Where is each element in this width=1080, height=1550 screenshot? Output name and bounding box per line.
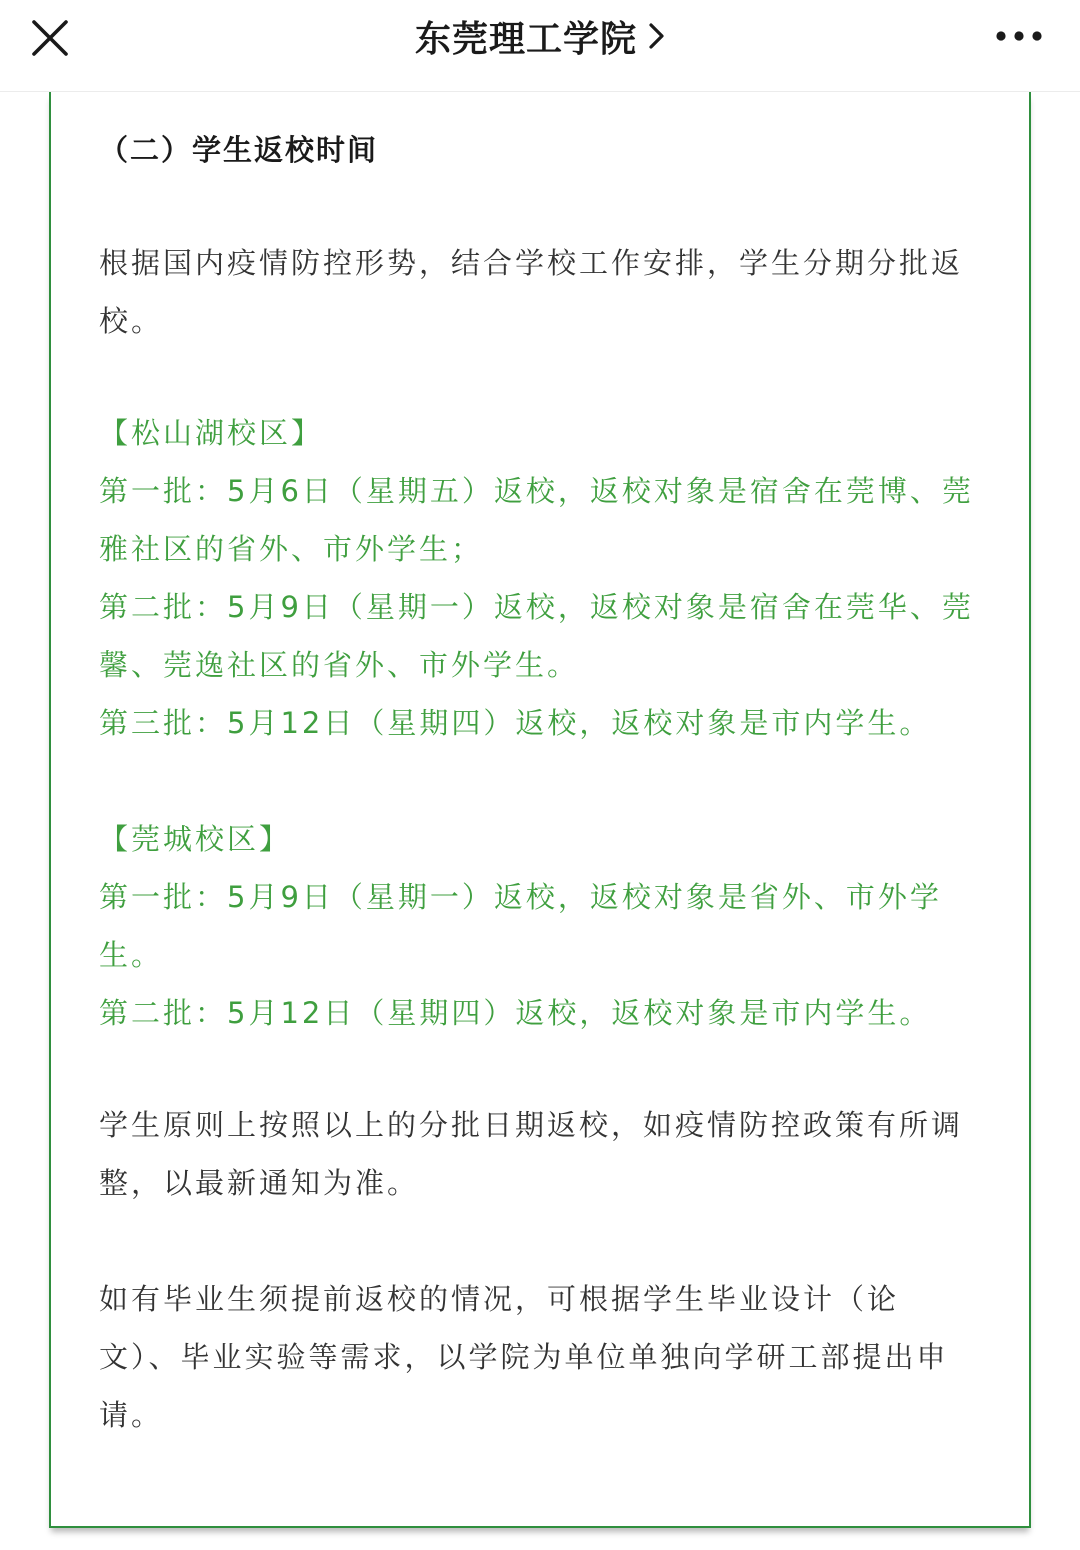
top-navigation-bar xyxy=(0,0,1080,92)
schedule-line: 生。 xyxy=(99,938,164,972)
guancheng-campus-block xyxy=(99,810,989,1042)
schedule-line: 第三批：5月12日（星期四）返校，返校对象是市内学生。 xyxy=(99,706,932,740)
graduates-paragraph xyxy=(99,1270,989,1444)
account-title-link[interactable] xyxy=(0,8,1080,64)
campus-title-songshan: 【松山湖校区】 xyxy=(99,416,324,450)
schedule-line: 雅社区的省外、市外学生； xyxy=(99,532,484,566)
more-dots-icon xyxy=(995,30,1043,42)
text-line: 根据国内疫情防控形势，结合学校工作安排，学生分期分批返 xyxy=(99,246,964,280)
text-line: 学生原则上按照以上的分批日期返校，如疫情防控政策有所调 xyxy=(99,1108,964,1142)
schedule-line: 第一批：5月6日（星期五）返校，返校对象是宿舍在莞博、莞 xyxy=(99,474,974,508)
principle-paragraph xyxy=(99,1096,989,1212)
text-line: 文）、毕业实验等需求，以学院为单位单独向学研工部提出申 xyxy=(99,1340,949,1374)
text-line: 校。 xyxy=(99,304,164,338)
schedule-line: 第一批：5月9日（星期一）返校，返校对象是省外、市外学 xyxy=(99,880,942,914)
schedule-line: 第二批：5月9日（星期一）返校，返校对象是宿舍在莞华、莞 xyxy=(99,590,974,624)
text-line: 整，以最新通知为准。 xyxy=(99,1166,420,1200)
schedule-line: 馨、莞逸社区的省外、市外学生。 xyxy=(99,648,580,682)
songshan-campus-block xyxy=(99,404,989,752)
more-options-button[interactable] xyxy=(984,8,1054,64)
section-heading: （二）学生返校时间 xyxy=(99,133,379,167)
intro-paragraph xyxy=(99,234,989,350)
schedule-line: 第二批：5月12日（星期四）返校，返校对象是市内学生。 xyxy=(99,996,932,1030)
text-line: 请。 xyxy=(99,1398,164,1432)
campus-title-guancheng: 【莞城校区】 xyxy=(99,822,292,856)
chevron-right-icon xyxy=(649,22,665,50)
text-line: 如有毕业生须提前返校的情况，可根据学生毕业设计（论 xyxy=(99,1282,900,1316)
page-title: 东莞理工学院 xyxy=(414,18,637,60)
article-content-box xyxy=(49,92,1031,1528)
